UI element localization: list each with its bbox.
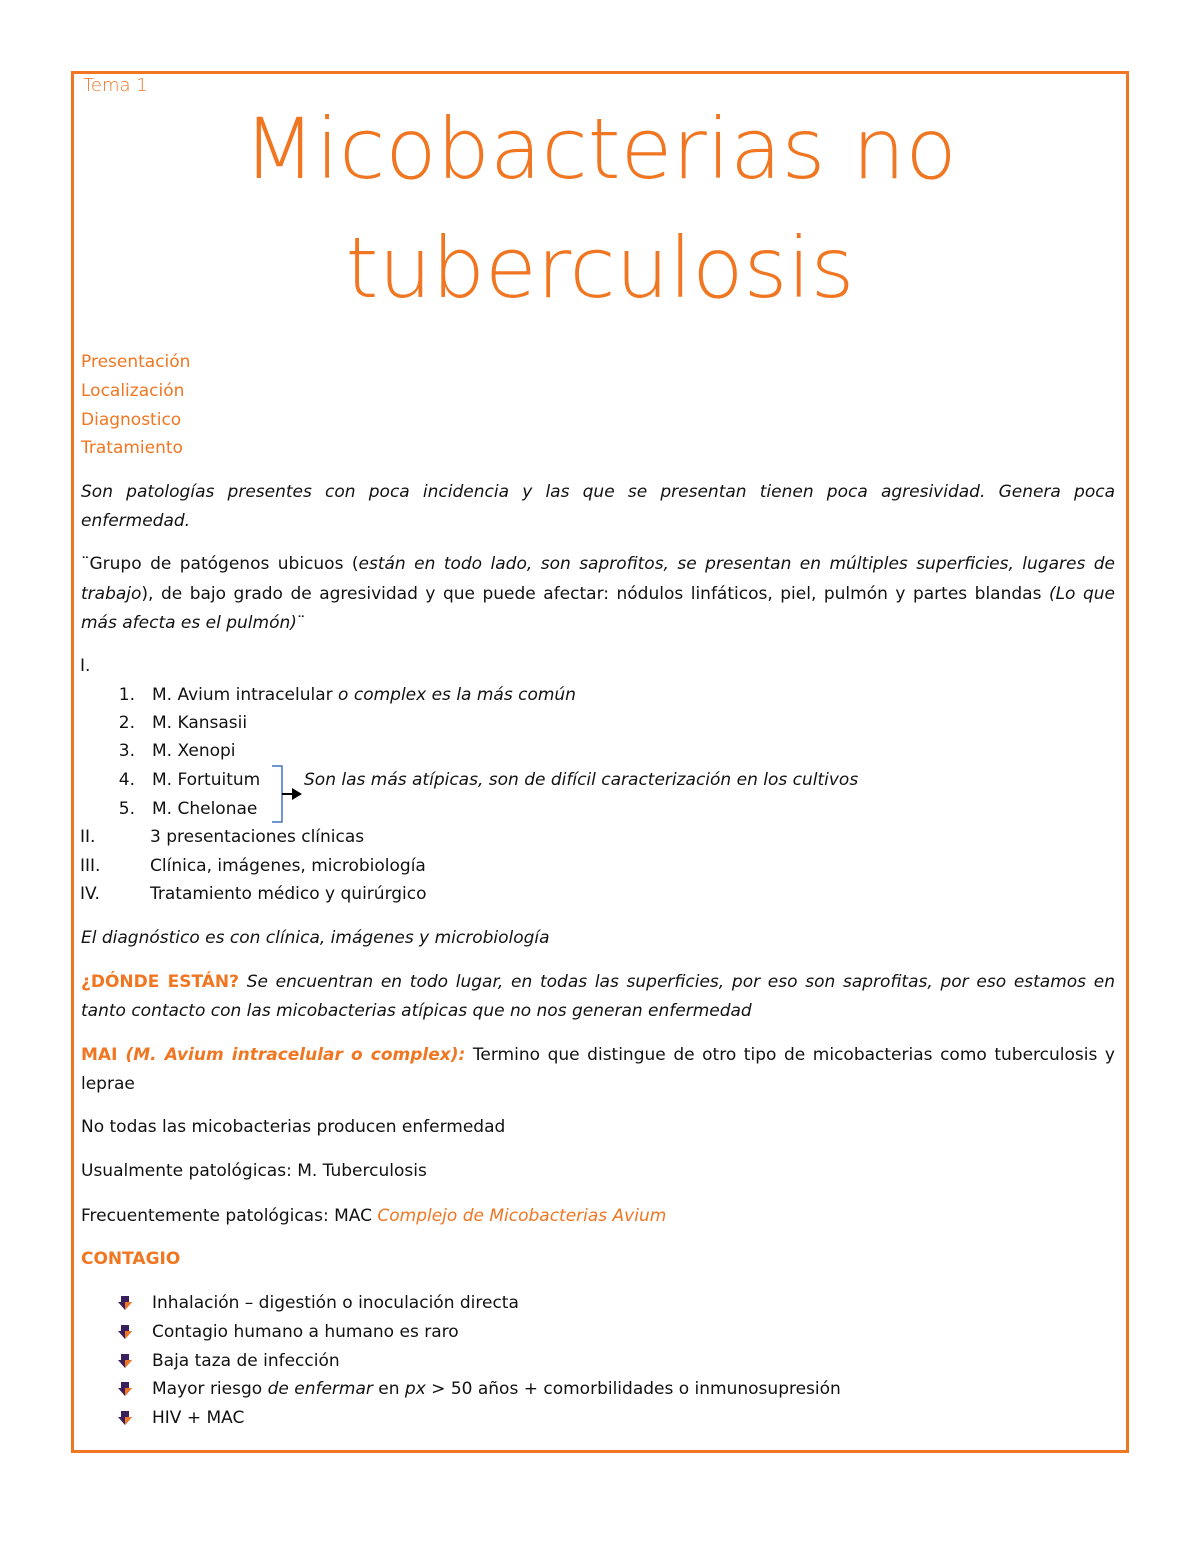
mai-line1: MAI (M. Avium intracelular o complex): Termino que distingue de otro tipo de micobacterias como tuberculosis y (81, 1045, 1115, 1065)
outline-roman-3: III. (80, 856, 101, 876)
contagio-item-5: HIV + MAC (152, 1408, 245, 1428)
contagio-item-3: Baja taza de infección (152, 1351, 340, 1371)
bullet-arrow-icon (118, 1296, 132, 1310)
toc-item-presentacion[interactable]: Presentación (81, 352, 191, 372)
outline-roman-4: IV. (80, 884, 100, 904)
bullet-arrow-icon (118, 1354, 132, 1368)
mai-line2: leprae (81, 1074, 135, 1094)
bullet-arrow-icon (118, 1411, 132, 1425)
frecuente-line: Frecuentemente patológicas: MAC Complejo de Micobacterias Avium (81, 1206, 667, 1226)
topic-label: Tema 1 (83, 75, 148, 96)
contagio-item-1: Inhalación – digestión o inoculación directa (152, 1293, 519, 1313)
bracket-note: Son las más atípicas, son de difícil caracterización en los cultivos (304, 770, 859, 790)
usualmente-line: Usualmente patológicas: M. Tuberculosis (81, 1161, 427, 1181)
bullet-arrow-icon (118, 1325, 132, 1339)
donde-line2: tanto contacto con las micobacterias atípicas que no nos generan enfermedad (81, 1001, 752, 1021)
intro-line1: Son patologías presentes con poca incidencia y las que se presentan tienen poca agresividad. Genera poca (81, 482, 1115, 502)
contagio-heading: CONTAGIO (81, 1249, 181, 1269)
quote-line1: ¨Grupo de patógenos ubicuos (están en todo lado, son saprofitos, se presentan en múltiples superficies, lugares de (81, 554, 1115, 574)
diagnostico-line: El diagnóstico es con clínica, imágenes y microbiología (81, 928, 550, 948)
page-title-line1: Micobacterias no (243, 100, 957, 198)
outline-roman-1: I. (80, 656, 91, 676)
toc-item-tratamiento[interactable]: Tratamiento (81, 438, 183, 458)
bracket-arrow-icon (268, 764, 308, 826)
no-todas-line: No todas las micobacterias producen enfermedad (81, 1117, 506, 1137)
intro-line2: enfermedad. (81, 511, 191, 531)
donde-line1: ¿DÓNDE ESTÁN? Se encuentran en todo lugar, en todas las superficies, por eso son saprofitas, por eso estamos en (81, 972, 1115, 992)
contagio-item-4: Mayor riesgo de enfermar en px > 50 años + comorbilidades o inmunosupresión (152, 1379, 841, 1399)
outline-roman-4-text: Tratamiento médico y quirúrgico (150, 884, 427, 904)
outline-roman-2-text: 3 presentaciones clínicas (150, 827, 365, 847)
toc-item-localizacion[interactable]: Localización (81, 381, 185, 401)
contagio-item-2: Contagio humano a humano es raro (152, 1322, 459, 1342)
quote-line3: más afecta es el pulmón)¨ (81, 613, 306, 633)
bullet-arrow-icon (118, 1382, 132, 1396)
outline-roman-3-text: Clínica, imágenes, microbiología (150, 856, 426, 876)
toc-item-diagnostico[interactable]: Diagnostico (81, 410, 182, 430)
page-title-line2: tuberculosis (345, 219, 855, 317)
quote-line2: trabajo), de bajo grado de agresividad y que puede afectar: nódulos linfáticos, piel, pulmón y partes blandas (Lo que (81, 584, 1115, 604)
outline-roman-2: II. (80, 827, 96, 847)
